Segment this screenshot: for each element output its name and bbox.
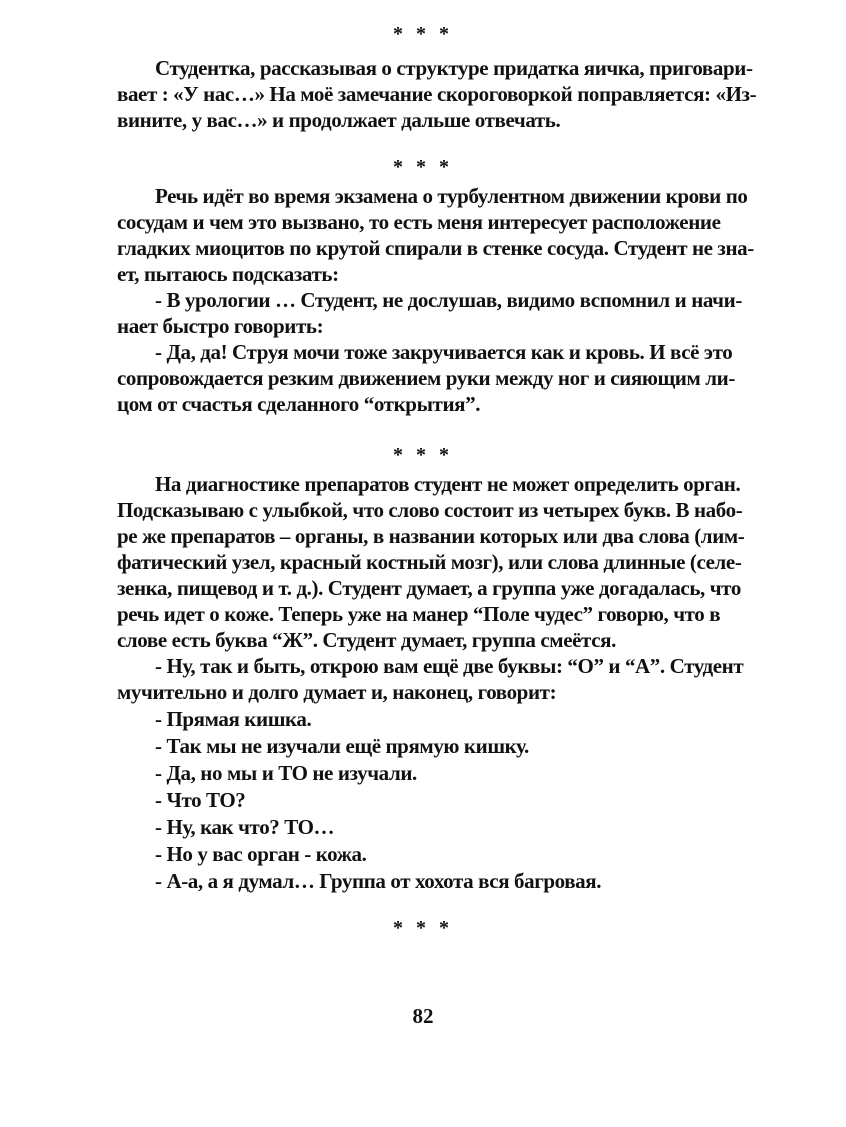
text-line: - В урологии … Студент, не дослушав, видимо вспомнил и начи- [155,288,742,312]
text-line: зенка, пищевод и т. д.). Студент думает, а группа уже догадалась, что [117,576,741,600]
dialogue-line: - Да, но мы и ТО не изучали. [155,761,417,785]
separator-stars: * * * [393,23,453,45]
text-line: сопровождается резким движением руки между ног и сияющим ли- [117,366,735,390]
text-line: гладких миоцитов по крутой спирали в стенке сосуда. Студент не зна- [117,236,754,260]
text-line: вините, у вас…» и продолжает дальше отвечать. [117,108,561,132]
text-line: Подсказываю с улыбкой, что слово состоит из четырех букв. В набо- [117,498,743,522]
text-line: Речь идёт во время экзамена о турбулентном движении крови по [155,184,748,208]
page-number: 82 [412,1004,434,1028]
text-line: На диагностике препаратов студент не может определить орган. [155,472,741,496]
text-line: мучительно и долго думает и, наконец, говорит: [117,680,557,704]
dialogue-line: - Так мы не изучали ещё прямую кишку. [155,734,529,758]
text-line: ет, пытаюсь подсказать: [117,262,339,286]
text-line: сосудам и чем это вызвано, то есть меня интересует расположение [117,210,721,234]
text-line: вает : «У нас…» На моё замечание скороговоркой поправляется: «Из- [117,82,757,106]
separator-stars: * * * [393,156,453,178]
dialogue-line: - Но у вас орган - кожа. [155,842,367,866]
text-line: - Ну, так и быть, открою вам ещё две буквы: “О” и “А”. Студент [155,654,744,678]
text-line: фатический узел, красный костный мозг), или слова длинные (селе- [117,550,742,574]
text-line: Студентка, рассказывая о структуре придатка яичка, приговари- [155,56,753,80]
text-line: цом от счастья сделанного “открытия”. [117,392,481,416]
dialogue-line: - Ну, как что? ТО… [155,815,335,839]
text-line: - Да, да! Струя мочи тоже закручивается как и кровь. И всё это [155,340,733,364]
separator-stars: * * * [393,444,453,466]
dialogue-line: - Прямая кишка. [155,707,312,731]
text-line: слове есть буква “Ж”. Студент думает, группа смеётся. [117,628,616,652]
separator-stars: * * * [393,917,453,939]
text-line: ре же препаратов – органы, в названии которых или два слова (лим- [117,524,745,548]
text-line: нает быстро говорить: [117,314,324,338]
text-line: речь идет о коже. Теперь уже на манер “Поле чудес” говорю, что в [117,602,721,626]
dialogue-line: - Что ТО? [155,788,246,812]
dialogue-line: - А-а, а я думал… Группа от хохота вся багровая. [155,869,602,893]
